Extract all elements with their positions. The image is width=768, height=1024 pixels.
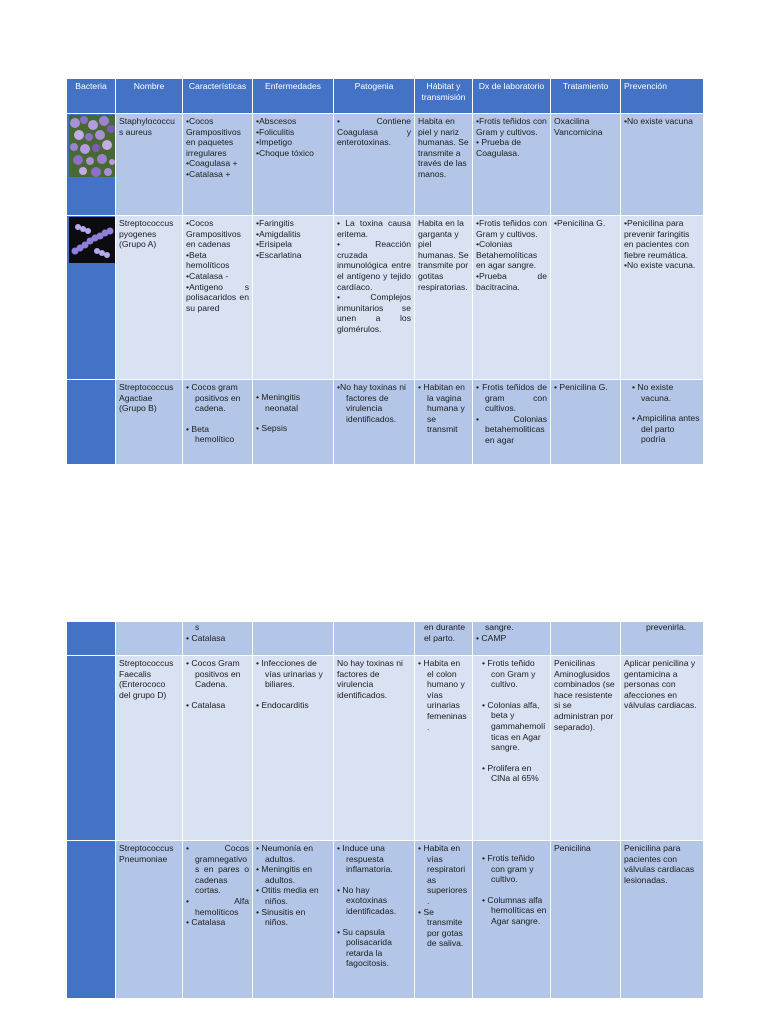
list-item: •Prueba de bacitracina. bbox=[476, 270, 547, 292]
list-item: • Ampicilina antes del parto podría bbox=[632, 413, 700, 445]
enfermedades-cell bbox=[253, 216, 334, 380]
list-item: •Choque tóxico bbox=[256, 147, 314, 158]
list-item: • La toxina causa eritema. bbox=[337, 218, 411, 239]
habitat-cell bbox=[415, 622, 473, 656]
header-row bbox=[67, 79, 704, 114]
tratamiento-cell bbox=[551, 656, 621, 841]
list-item: Vancomicina bbox=[554, 126, 603, 137]
list-item: No hay toxinas ni factores de virulencia identificados. bbox=[337, 658, 403, 700]
list-item: • Meningitis en adultos. bbox=[256, 864, 313, 885]
patogenia-cell bbox=[334, 841, 415, 999]
caracteristicas-cell bbox=[183, 841, 253, 999]
nombre-text: Staphylococcus aureus bbox=[119, 116, 175, 137]
list-item: • Alfa hemolíticos bbox=[186, 895, 249, 917]
list-item: • Se transmite por gotas de saliva. bbox=[418, 906, 464, 949]
list-item: • Colonias betahemoliticas en agar bbox=[476, 413, 547, 445]
list-item: •Colonias Betahemolíticas en agar sangre. bbox=[476, 239, 538, 271]
bacteria-image-cell bbox=[67, 114, 116, 216]
habitat-cell bbox=[415, 380, 473, 465]
header-tratamiento: Tratamiento bbox=[551, 79, 621, 114]
list-item: • CAMP bbox=[476, 632, 507, 643]
nombre-text: Streptococcus pyogenes (Grupo A) bbox=[119, 218, 174, 250]
list-item: •Impetigo bbox=[256, 137, 292, 148]
bacteria-table-part-1 bbox=[66, 78, 703, 464]
list-item: • Colonias alfa, beta y gammahemolíticas en Agar sangre. bbox=[482, 699, 546, 753]
list-item: • Habita en vías respiratorias superiores. bbox=[418, 843, 468, 906]
list-item: •Penicilina para prevenir faringitis en pacientes con fiebre reumática. bbox=[624, 218, 690, 260]
streptococcus-micrograph-image bbox=[69, 217, 115, 263]
prevencion-cell bbox=[621, 841, 704, 999]
dx-cell bbox=[473, 380, 551, 465]
list-item: •Penicilina G. bbox=[554, 218, 606, 228]
list-item: • Reacción cruzada inmunológica entre el antígeno y tejido cardíaco. bbox=[337, 239, 411, 292]
nombre-text: Streptococcus Pneumoniae bbox=[119, 843, 174, 864]
header-patogenia: Patogenia bbox=[334, 79, 415, 114]
tratamiento-cell bbox=[551, 380, 621, 465]
list-item: • Habita en el colon humano y vías urinarias femeninas. bbox=[418, 658, 467, 732]
list-item: •No existe vacuna bbox=[624, 116, 693, 126]
dx-cell bbox=[473, 656, 551, 841]
nombre-cell bbox=[116, 841, 183, 999]
bacteria-image-cell bbox=[67, 656, 116, 841]
habitat-cell bbox=[415, 114, 473, 216]
tratamiento-cell bbox=[551, 114, 621, 216]
header-caracteristicas: Características bbox=[183, 79, 253, 114]
list-item: •Abscesos bbox=[256, 116, 297, 126]
dx-cell bbox=[473, 114, 551, 216]
dx-cell bbox=[473, 216, 551, 380]
list-item: • Meningitis neonatal bbox=[256, 392, 301, 413]
list-item: • Infecciones de vías urinarias y biliares. bbox=[256, 658, 323, 690]
table-row bbox=[67, 114, 704, 216]
list-item: • Sepsis bbox=[256, 423, 288, 434]
patogenia-cell bbox=[334, 656, 415, 841]
dx-cell bbox=[473, 841, 551, 999]
list-item: • No existe vacuna. bbox=[632, 382, 674, 403]
list-item: •Catalasa - bbox=[186, 270, 229, 281]
list-item: • Beta hemolítico bbox=[186, 423, 235, 445]
prevencion-cell bbox=[621, 656, 704, 841]
list-item: • Sinusitis en niños. bbox=[256, 906, 306, 928]
table-page-1 bbox=[66, 78, 703, 464]
list-item: • Frotis teñidos de gram con cultivos. bbox=[476, 382, 547, 414]
list-item: • Frotis teñido con gram y cultivo. bbox=[482, 853, 535, 885]
list-item: •Erisipela bbox=[256, 239, 292, 250]
list-item: •Catalasa + bbox=[186, 168, 231, 179]
bacteria-image-cell bbox=[67, 380, 116, 465]
list-item: • Frotis teñido con Gram y cultivo. bbox=[482, 658, 536, 690]
bacteria-image-cell bbox=[67, 622, 116, 656]
patogenia-cell bbox=[334, 380, 415, 465]
bacteria-image-cell bbox=[67, 841, 116, 999]
list-item: •Antigeno s polisacaridos en su pared bbox=[186, 281, 249, 313]
bacteria-image-cell bbox=[67, 216, 116, 380]
list-item: s bbox=[195, 622, 200, 632]
nombre-cell bbox=[116, 656, 183, 841]
enfermedades-cell bbox=[253, 114, 334, 216]
list-item: •Cocos Grampositivos en paquetes irregulares bbox=[186, 116, 241, 158]
list-item: • Habitan en la vagina humana y se transmit bbox=[418, 382, 465, 435]
header-habitat: Hábitat y transmisión bbox=[415, 79, 473, 114]
nombre-text: Streptococcus Faecalis (Enterococo del grupo D) bbox=[119, 658, 174, 700]
header-enfermedades: Enfermedades bbox=[253, 79, 334, 114]
nombre-cell bbox=[116, 622, 183, 656]
list-item: •No existe vacuna. bbox=[624, 260, 696, 271]
patogenia-cell bbox=[334, 114, 415, 216]
list-item: • Prueba de Coagulasa. bbox=[476, 137, 522, 158]
list-item: Penicilinas Aminoglusidos combinados (se hace resistente si se administran por separado). bbox=[554, 658, 615, 732]
tratamiento-cell bbox=[551, 216, 621, 380]
nombre-cell bbox=[116, 380, 183, 465]
enfermedades-cell bbox=[253, 841, 334, 999]
list-item: • Induce una respuesta inflamatoria. bbox=[337, 843, 393, 875]
caracteristicas-cell bbox=[183, 216, 253, 380]
list-item: Aplicar penicilina y gentamicina a personas con afecciones en válvulas cardiacas. bbox=[624, 658, 697, 711]
table-row bbox=[67, 656, 704, 841]
list-item: •Frotis teñidos con Gram y cultivos. bbox=[476, 218, 547, 239]
tratamiento-cell bbox=[551, 622, 621, 656]
list-item: •Foliculitis bbox=[256, 126, 295, 137]
bacteria-table-part-2 bbox=[66, 621, 703, 998]
enfermedades-cell bbox=[253, 656, 334, 841]
table-row bbox=[67, 622, 704, 656]
enfermedades-cell bbox=[253, 380, 334, 465]
list-item: • Complejos inmunitarios se unen a los glomérulos. bbox=[337, 292, 411, 334]
list-item: • No hay exotoxinas identificadas. bbox=[337, 884, 397, 916]
caracteristicas-cell bbox=[183, 622, 253, 656]
list-item: Penicilina para pacientes con válvulas cardiacas lesionadas. bbox=[624, 843, 695, 885]
list-item: •No hay toxinas ni factores de virulencia identificados. bbox=[337, 382, 406, 424]
list-item: • Cocos Gram positivos en Cadena. bbox=[186, 658, 241, 690]
patogenia-cell bbox=[334, 622, 415, 656]
list-item: • Penicilina G. bbox=[554, 382, 608, 392]
list-item: •Amigdalitis bbox=[256, 228, 301, 239]
list-item: • Columnas alfa hemolíticas en Agar sangre. bbox=[482, 894, 547, 926]
list-item: •Faringitis bbox=[256, 218, 294, 228]
list-item: • Catalasa bbox=[186, 699, 226, 710]
list-item: • Endocarditis bbox=[256, 699, 309, 710]
list-item: •Beta hemolíticos bbox=[186, 249, 230, 271]
list-item: • Catalasa bbox=[186, 917, 226, 928]
list-item: • Prolifera en ClNa al 65% bbox=[482, 762, 539, 784]
patogenia-cell bbox=[334, 216, 415, 380]
dx-cell bbox=[473, 622, 551, 656]
list-item: • Su capsula polisacarida retarda la fagocitosis. bbox=[337, 926, 392, 969]
list-item: •Coagulasa + bbox=[186, 158, 238, 169]
habitat-cell bbox=[415, 656, 473, 841]
caracteristicas-cell bbox=[183, 114, 253, 216]
list-item: • Neumonía en adultos. bbox=[256, 843, 313, 864]
list-item: prevenirla. bbox=[646, 622, 687, 632]
list-item: sangre. bbox=[485, 622, 514, 632]
table-row bbox=[67, 841, 704, 999]
table-row bbox=[67, 216, 704, 380]
list-item: Habita en piel y nariz humanas. Se transmite a través de las manos. bbox=[418, 116, 469, 179]
habitat-cell bbox=[415, 216, 473, 380]
list-item: •Cocos Grampositivos en cadenas bbox=[186, 218, 241, 250]
list-item: •Escarlatina bbox=[256, 249, 302, 260]
list-item: • Contiene Coagulasa y enterotoxinas. bbox=[337, 116, 411, 148]
header-prevencion: Prevención bbox=[621, 79, 704, 114]
tratamiento-cell bbox=[551, 841, 621, 999]
list-item: • Cocos gramnegativos en pares o cadenas cortas. bbox=[186, 843, 249, 896]
prevencion-cell bbox=[621, 114, 704, 216]
nombre-cell bbox=[116, 114, 183, 216]
list-item: • Otitis media en niños. bbox=[256, 885, 319, 906]
table-row bbox=[67, 380, 704, 465]
list-item: • Cocos gram positivos en cadena. bbox=[186, 382, 241, 414]
list-item: Habita en la garganta y piel humanas. Se transmite por gotitas respiratorias. bbox=[418, 218, 469, 292]
header-nombre: Nombre bbox=[116, 79, 183, 114]
header-dx: Dx de laboratorio bbox=[473, 79, 551, 114]
list-item: Penicilina bbox=[554, 843, 591, 853]
prevencion-cell bbox=[621, 380, 704, 465]
list-item: • Catalasa bbox=[186, 632, 226, 643]
list-item: en durante el parto. bbox=[424, 622, 466, 643]
caracteristicas-cell bbox=[183, 380, 253, 465]
staphylococcus-micrograph-image bbox=[69, 115, 115, 177]
list-item: •Frotis teñidos con Gram y cultivos. bbox=[476, 116, 547, 137]
nombre-cell bbox=[116, 216, 183, 380]
enfermedades-cell bbox=[253, 622, 334, 656]
table-page-2 bbox=[66, 621, 703, 998]
habitat-cell bbox=[415, 841, 473, 999]
header-bacteria: Bacteria bbox=[67, 79, 116, 114]
nombre-text: Streptococcus Agactiae (Grupo B) bbox=[119, 382, 174, 414]
prevencion-cell bbox=[621, 622, 704, 656]
prevencion-cell bbox=[621, 216, 704, 380]
caracteristicas-cell bbox=[183, 656, 253, 841]
list-item: Oxacilina bbox=[554, 116, 590, 126]
